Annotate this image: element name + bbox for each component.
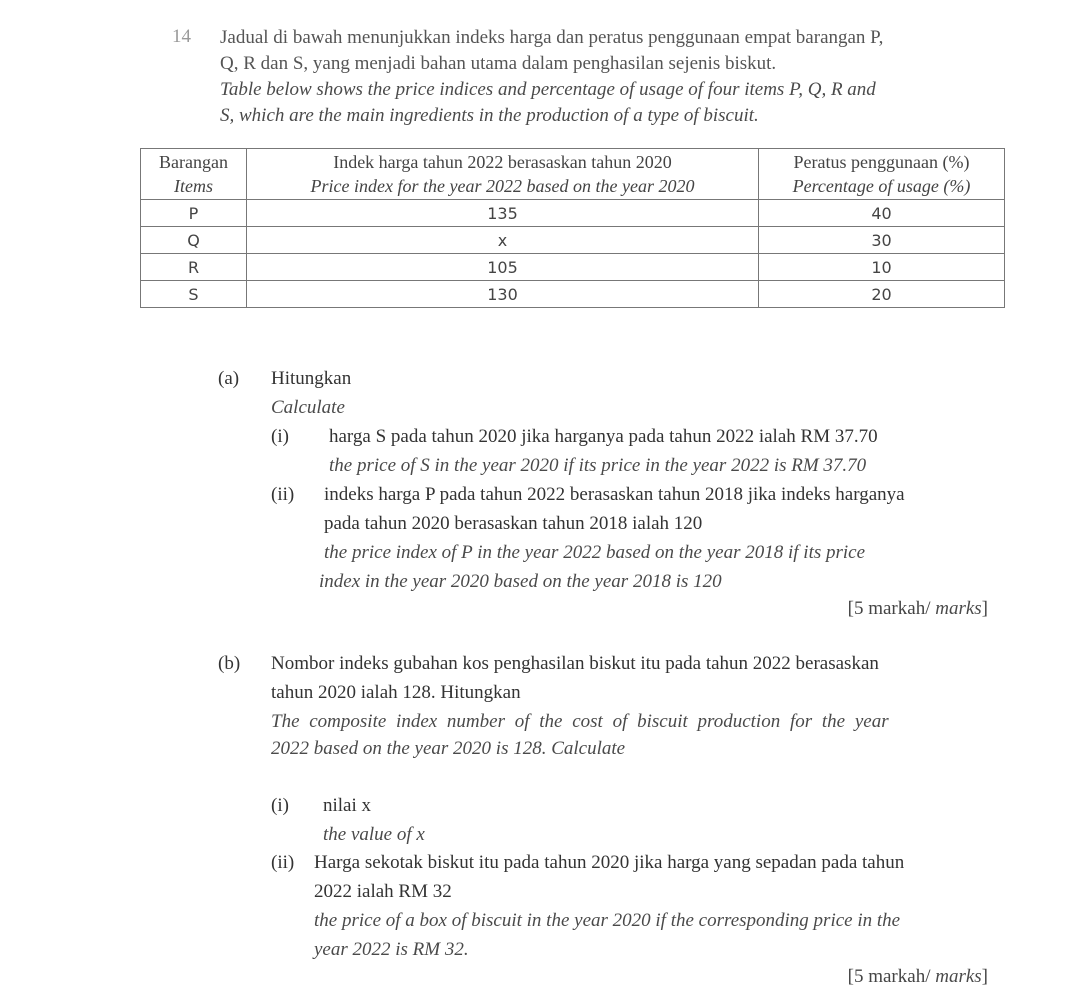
header-items: Barangan Items: [141, 149, 247, 200]
question-number: 14: [172, 26, 191, 47]
part-a-i-ms: harga S pada tahun 2020 jika harganya pada tahun 2022 ialah RM 37.70: [329, 426, 878, 447]
part-b-i-ms: nilai x: [323, 795, 372, 816]
intro-ms-line-1: Jadual di bawah menunjukkan indeks harga dan peratus penggunaan empat barangan P,: [220, 27, 884, 48]
part-a-title-en: Calculate: [271, 397, 345, 418]
cell-item: S: [141, 281, 247, 308]
cell-index: 135: [247, 200, 759, 227]
header-usage: Peratus penggunaan (%) Percentage of usage (%): [759, 149, 1005, 200]
cell-usage: 10: [759, 254, 1005, 281]
part-b-ii-en-2: year 2022 is RM 32.: [314, 939, 469, 960]
price-index-table: [140, 148, 1005, 308]
part-b-ii-label: (ii): [271, 852, 295, 873]
table-row: [141, 254, 1005, 281]
cell-index: x: [247, 227, 759, 254]
part-b-en-1: The composite index number of the cost of biscuit production for the year: [271, 711, 889, 732]
part-b-marks: [5 markah/ marks]: [847, 966, 988, 987]
part-b-ii-en-1: the price of a box of biscuit in the year 2020 if the corresponding price in the: [314, 910, 901, 931]
part-b-label: (b): [218, 653, 241, 674]
table-row: [141, 200, 1005, 227]
cell-item: R: [141, 254, 247, 281]
part-a-ii-label: (ii): [271, 484, 295, 505]
table-row: [141, 227, 1005, 254]
cell-index: 105: [247, 254, 759, 281]
header-price-index: Indek harga tahun 2022 berasaskan tahun 2020 Price index for the year 2022 based on the year 2020: [247, 149, 759, 200]
part-a-i-en: the price of S in the year 2020 if its price in the year 2022 is RM 37.70: [329, 455, 867, 476]
cell-index: 130: [247, 281, 759, 308]
intro-ms-line-2: Q, R dan S, yang menjadi bahan utama dalam penghasilan sejenis biskut.: [220, 53, 777, 74]
part-a-ii-ms-2: pada tahun 2020 berasaskan tahun 2018 ialah 120: [324, 513, 703, 534]
part-b-i-en: the value of x: [323, 824, 425, 845]
part-b-ms-1: Nombor indeks gubahan kos penghasilan biskut itu pada tahun 2022 berasaskan: [271, 653, 879, 674]
cell-item: Q: [141, 227, 247, 254]
cell-usage: 30: [759, 227, 1005, 254]
part-a-title-ms: Hitungkan: [271, 368, 352, 389]
intro-en-line-2: S, which are the main ingredients in the production of a type of biscuit.: [220, 105, 759, 126]
part-a-ii-ms-1: indeks harga P pada tahun 2022 berasaskan tahun 2018 jika indeks harganya: [324, 484, 905, 505]
table-header-row: [141, 149, 1005, 200]
part-a-ii-en-1: the price index of P in the year 2022 based on the year 2018 if its price: [324, 542, 866, 563]
part-a-label: (a): [218, 368, 240, 389]
part-b-i-label: (i): [271, 795, 289, 816]
part-a-ii-en-2: index in the year 2020 based on the year 2018 is 120: [319, 571, 722, 592]
part-b-en-2: 2022 based on the year 2020 is 128. Calculate: [271, 738, 626, 759]
part-b-ii-ms-1: Harga sekotak biskut itu pada tahun 2020 jika harga yang sepadan pada tahun: [314, 852, 905, 873]
cell-usage: 20: [759, 281, 1005, 308]
part-b-ms-2: tahun 2020 ialah 128. Hitungkan: [271, 682, 521, 703]
intro-en-line-1: Table below shows the price indices and percentage of usage of four items P, Q, R and: [220, 79, 876, 100]
part-a-marks: [5 markah/ marks]: [847, 598, 988, 619]
part-b-ii-ms-2: 2022 ialah RM 32: [314, 881, 452, 902]
table-row: [141, 281, 1005, 308]
cell-item: P: [141, 200, 247, 227]
part-a-i-label: (i): [271, 426, 289, 447]
cell-usage: 40: [759, 200, 1005, 227]
